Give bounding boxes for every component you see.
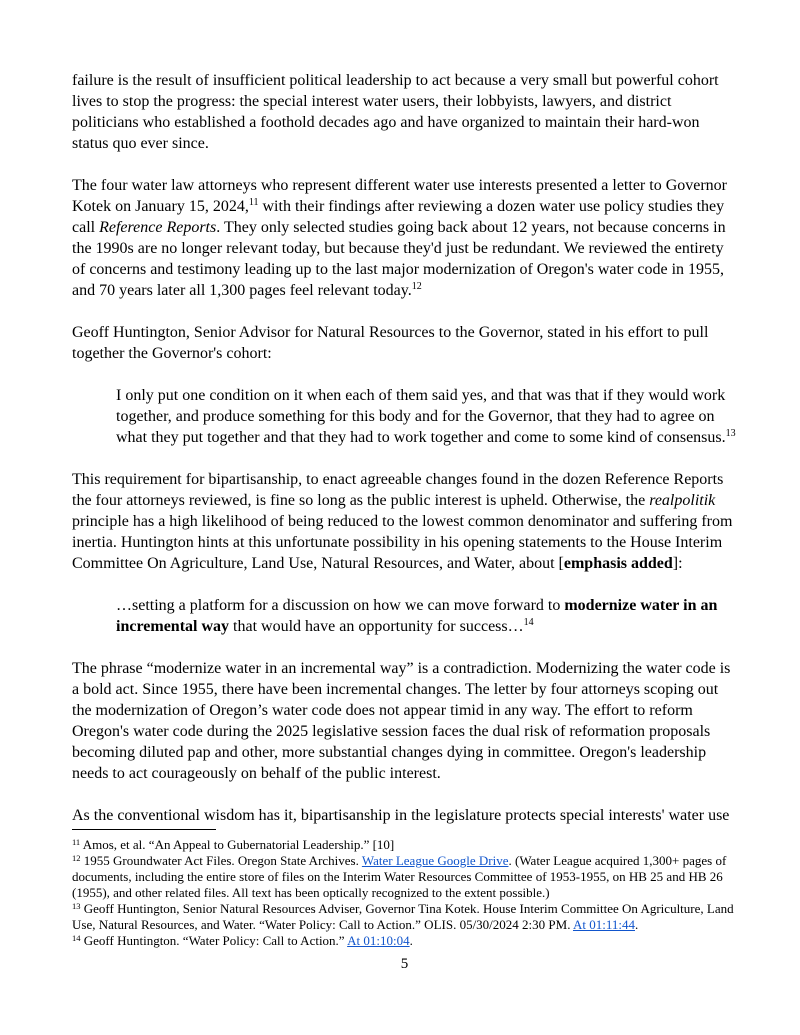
text-run: Geoff Huntington, Senior Advisor for Natural Resources to the Governor, stated in his effort to pull together the Governor's cohort: bbox=[72, 324, 709, 362]
hyperlink[interactable]: At 01:11:44 bbox=[572, 917, 635, 932]
text-run: …setting a platform for a discussion on how we can move forward to bbox=[116, 597, 565, 614]
text-run: failure is the result of insufficient political leadership to act because a very small but powerful cohort lives to stop the progress: the special interest water users, their lobbyists, lawyers, and district politicians who established a foothold decades ago and have organized to maintain their hard-won status quo ever since. bbox=[72, 72, 719, 152]
footnote-marker: 11 bbox=[72, 837, 81, 847]
footnote-separator bbox=[72, 829, 216, 830]
text-run: . bbox=[634, 917, 639, 932]
text-run: The phrase “modernize water in an incremental way” is a contradiction. Modernizing the water code is a bold act. Since 1955, there have been incremental changes. The letter by four attorneys scoping out the modernization of Oregon’s water code does not appear timid in any way. The effort to reform Oregon's water code during the 2025 legislative session faces the dual risk of reformation proposals becoming diluted pap and other, more substantial changes dying in committee. Oregon's leadership needs to act courageously on behalf of the public interest. bbox=[72, 660, 731, 782]
text-run: . They only selected studies going back about 12 years, not because concerns in the 1990s are no longer relevant today, but because they'd just be redundant. We reviewed the entirety of concerns and testimony leading up to the last major modernization of Oregon's water code in 1955, and 70 years later all 1,300 pages feel relevant today. bbox=[72, 219, 726, 299]
footnote-ref: 12 bbox=[411, 281, 422, 292]
paragraph bbox=[72, 658, 737, 784]
footnote-ref: 13 bbox=[725, 428, 736, 439]
footnote-marker: 12 bbox=[72, 853, 81, 863]
footnote bbox=[72, 901, 737, 933]
footnote-area bbox=[72, 829, 737, 949]
paragraph bbox=[72, 805, 737, 826]
text-run: I only put one condition on it when each of them said yes, and that was that if they would work together, and produce something for this body and for the Governor, that they had to agree on what they put together and that they had to work together and come to some kind of consensus. bbox=[116, 387, 726, 446]
text-run: This requirement for bipartisanship, to enact agreeable changes found in the dozen Reference Reports the four attorneys reviewed, is fine so long as the public interest is upheld. Otherwise, the bbox=[72, 471, 724, 509]
footnote-marker: 13 bbox=[72, 901, 81, 911]
footnote bbox=[72, 853, 737, 901]
footnote-marker: 14 bbox=[72, 933, 81, 943]
text-run: Geoff Huntington, Senior Natural Resources Adviser, Governor Tina Kotek. House Interim Committee On Agriculture, Land Use, Natural Resources, and Water. “Water Policy: Call to Action.” OLIS. 05/30/2024 2:30 PM. bbox=[72, 901, 734, 932]
hyperlink[interactable]: At 01:10:04 bbox=[347, 933, 410, 948]
text-run: Geoff Huntington. “Water Policy: Call to Action.” bbox=[80, 933, 348, 948]
text-run: 1955 Groundwater Act Files. Oregon State Archives. bbox=[80, 853, 362, 868]
paragraph bbox=[72, 322, 737, 364]
footnote-ref: 14 bbox=[523, 617, 534, 628]
text-run: that would have an opportunity for success… bbox=[229, 618, 524, 635]
blockquote bbox=[116, 595, 737, 637]
paragraph bbox=[72, 70, 737, 154]
text-run: ]: bbox=[672, 555, 683, 572]
document-body bbox=[72, 70, 737, 826]
text-run: with their findings after reviewing a dozen water use policy studies they call bbox=[72, 198, 725, 236]
text-run: modernize water in an incremental way bbox=[116, 597, 718, 635]
text-run: The four water law attorneys who represent different water use interests presented a letter to Governor Kotek on January 15, 2024, bbox=[72, 177, 727, 215]
footnote-ref: 11 bbox=[248, 197, 259, 208]
text-run: As the conventional wisdom has it, bipartisanship in the legislature protects special interests' water use bbox=[72, 807, 730, 824]
paragraph bbox=[72, 469, 737, 574]
text-run: Amos, et al. “An Appeal to Gubernatorial Leadership.” [10] bbox=[80, 837, 395, 852]
footnotes-list bbox=[72, 837, 737, 949]
page-number: 5 bbox=[400, 956, 409, 972]
text-run: . bbox=[409, 933, 413, 948]
text-run: emphasis added bbox=[563, 555, 673, 572]
paragraph bbox=[72, 175, 737, 301]
footnote bbox=[72, 837, 737, 853]
text-run: Reference Reports bbox=[99, 219, 217, 236]
hyperlink[interactable]: Water League Google Drive bbox=[361, 853, 509, 868]
text-run: . (Water League acquired 1,300+ pages of documents, including the entire store of files on the Interim Water Resources Committee of 1953-1955, on HB 25 and HB 26 (1955), and other related files. All text has been optically recognized to the extent possible.) bbox=[72, 853, 727, 900]
text-run: principle has a high likelihood of being reduced to the lowest common denominator and suffering from inertia. Huntington hints at this unfortunate possibility in his opening statements to the House Interim Committee On Agriculture, Land Use, Natural Resources, and Water, about [ bbox=[72, 513, 733, 572]
text-run: realpolitik bbox=[649, 492, 716, 509]
footnote bbox=[72, 933, 737, 949]
blockquote bbox=[116, 385, 737, 448]
